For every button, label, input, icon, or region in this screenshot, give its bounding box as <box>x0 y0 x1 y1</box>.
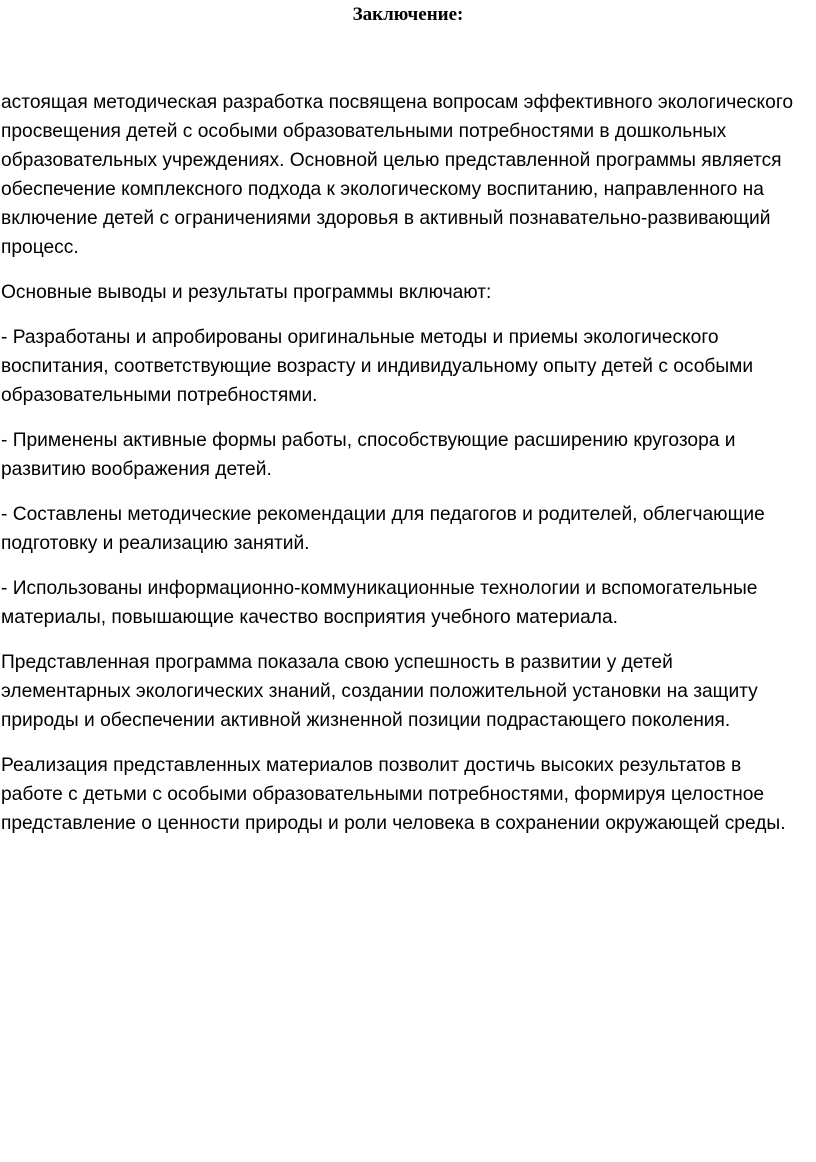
text-line: образовательных учреждениях. Основной целью представленной программы является <box>1 150 782 171</box>
list-item-recommendations <box>1 500 816 558</box>
text-line: - Применены активные формы работы, способствующие расширению кругозора и <box>1 430 736 451</box>
paragraph-success <box>1 648 816 735</box>
text-line: - Использованы информационно-коммуникационные технологии и вспомогательные <box>1 578 758 599</box>
text-line: процесс. <box>1 237 79 258</box>
document-body <box>1 88 816 854</box>
list-item-active-forms <box>1 426 816 484</box>
text-line: - Разработаны и апробированы оригинальные методы и приемы экологического <box>1 327 719 348</box>
paragraph-conclusion <box>1 751 816 838</box>
text-line: элементарных экологических знаний, создании положительной установки на защиту <box>1 681 758 702</box>
list-item-technologies <box>1 574 816 632</box>
text-line: работе с детьми с особыми образовательными потребностями, формируя целостное <box>1 784 765 805</box>
page-title: Заключение: <box>352 4 464 25</box>
text-line: - Составлены методические рекомендации для педагогов и родителей, облегчающие <box>1 504 765 525</box>
text-line: Реализация представленных материалов позволит достичь высоких результатов в <box>1 755 742 776</box>
paragraph-results-heading <box>1 278 816 307</box>
text-line: Представленная программа показала свою успешность в развитии у детей <box>1 652 673 673</box>
text-line: воспитания, соответствующие возрасту и индивидуальному опыту детей с особыми <box>1 356 754 377</box>
text-line: представление о ценности природы и роли человека в сохранении окружающей среды. <box>1 813 786 834</box>
text-line: Основные выводы и результаты программы включают: <box>1 282 492 303</box>
list-item-methods <box>1 323 816 410</box>
paragraph-intro <box>1 88 816 262</box>
text-line: обеспечение комплексного подхода к экологическому воспитанию, направленного на <box>1 179 764 200</box>
text-line: развитию воображения детей. <box>1 459 272 480</box>
text-line: природы и обеспечении активной жизненной позиции подрастающего поколения. <box>1 710 731 731</box>
text-line: просвещения детей с особыми образовательными потребностями в дошкольных <box>1 121 727 142</box>
text-line: подготовку и реализацию занятий. <box>1 533 310 554</box>
text-line: образовательными потребностями. <box>1 385 318 406</box>
text-line: астоящая методическая разработка посвящена вопросам эффективного экологического <box>1 92 794 113</box>
text-line: материалы, повышающие качество восприятия учебного материала. <box>1 607 618 628</box>
text-line: включение детей с ограничениями здоровья в активный познавательно-развивающий <box>1 208 771 229</box>
